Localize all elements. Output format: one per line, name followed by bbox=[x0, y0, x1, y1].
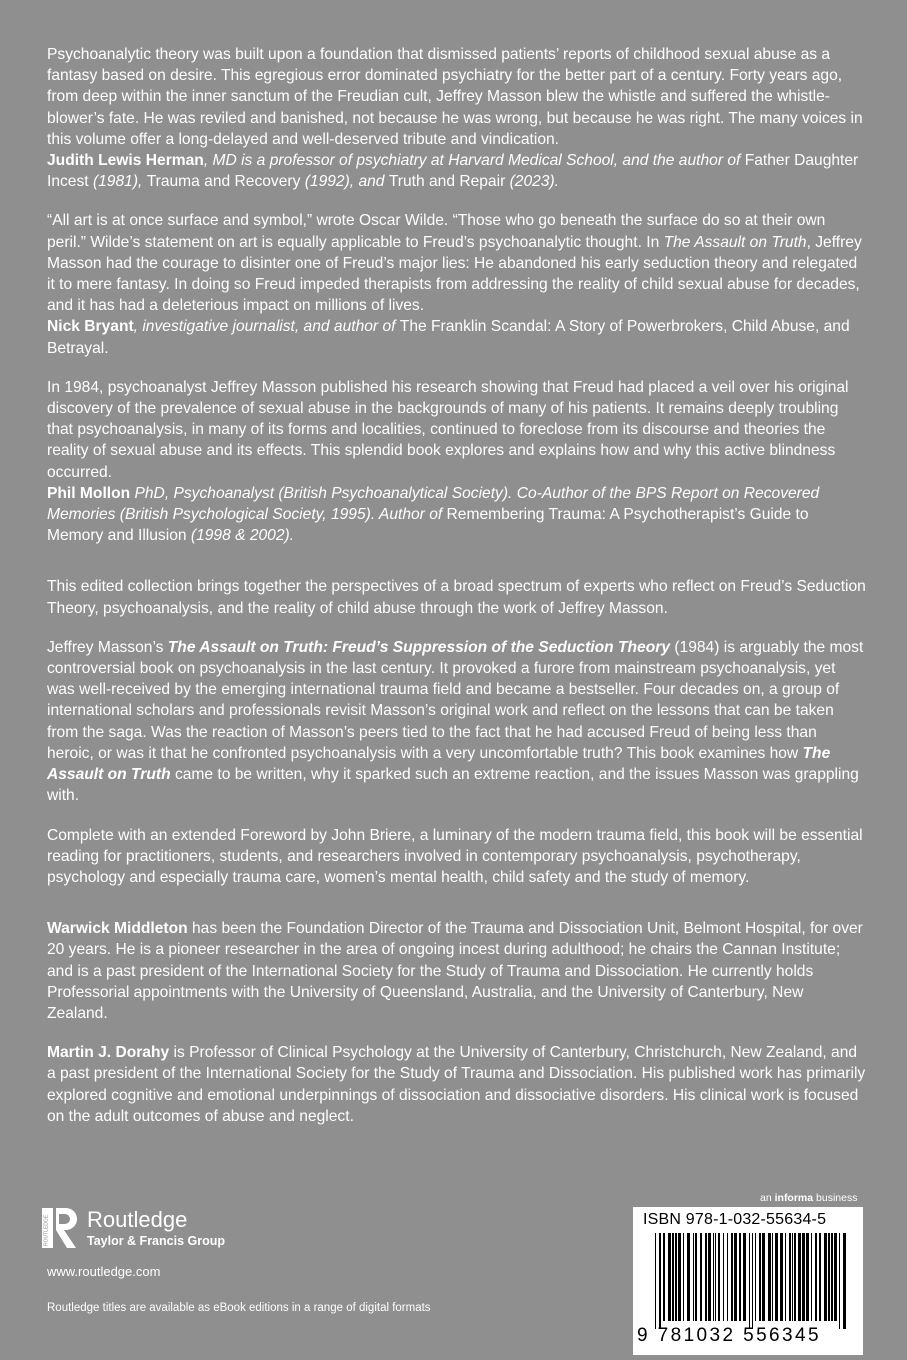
barcode-bar bbox=[678, 1233, 681, 1321]
barcode-bar bbox=[749, 1233, 750, 1329]
endorsement-attribution: Nick Bryant, investigative journalist, and author of The Franklin Scandal: A Story of Powerbrokers, Child Abuse, and Betrayal. bbox=[47, 318, 850, 357]
ebook-note: Routledge titles are available as eBook editions in a range of digital formats bbox=[47, 1302, 431, 1314]
barcode-bar bbox=[828, 1233, 830, 1321]
endorsement-attribution: Phil Mollon PhD, Psychoanalyst (British Psychoanalytical Society). Co-Author of the BPS Report on Recovered Memories (British Psychological Society, 1995). Author of Remembering Trauma: A Psychotherapist’s Guide to Memory and Illusion (1998 & 2002). bbox=[47, 484, 820, 545]
author-bio-middleton: Warwick Middleton has been the Foundation Director of the Trauma and Dissociation Unit, Belmont Hospital, for over 20 years. He is a pioneer researcher in the area of ongoing incest during adulthood; he chairs the Cannan Institute; and is a past president of the International Society for the Study of Trauma and Dissociation. He currently holds Professorial appointments with the University of Queensland, Australia, and the University of Canterbury, New Zealand. bbox=[47, 920, 863, 1022]
endorsement-quote: Psychoanalytic theory was built upon a foundation that dismissed patients’ reports of childhood sexual abuse as a fantasy based on desire. This egregious error dominated psychiatry for the better part of a century. Forty years ago, from deep within the inner sanctum of the Freudian cult, Jeffrey Masson blew the whistle and suffered the whistle-blower’s fate. He was reviled and banished, not because he was wrong, but because he was right. The many voices in this volume offer a long-delayed and well-deserved tribute and vindication. bbox=[47, 46, 863, 148]
routledge-r-logo-icon bbox=[40, 1206, 80, 1250]
endorsement-quote: In 1984, psychoanalyst Jeffrey Masson published his research showing that Freud had placed a veil over his original discovery of the prevalence of sexual abuse in the backgrounds of many of his patients. It remains deeply troubling that psychoanalysis, in many of its forms and localities, continued to foreclose from its discourse and theories the reality of sexual abuse and its effects. This splendid book explores and explains how and why this active blindness occurred. bbox=[47, 378, 849, 481]
barcode-bar bbox=[695, 1233, 697, 1321]
barcode-bar bbox=[739, 1233, 741, 1321]
barcode-digits: 9 781032 556345 bbox=[637, 1325, 821, 1346]
endorsement-quote: “All art is at once surface and symbol,” wrote Oscar Wilde. “Those who go beneath the surface do so at their own peril.” Wilde’s statement on art is equally applicable to Freud’s psychoanalytic thought. In The Assault on Truth, Jeffrey Masson had the courage to disinter one of Freud’s major lies: He abandoned his early seduction theory and relegated it to mere fantasy. In doing so Freud impeded therapists from addressing the reality of child sexual abuse for decades, and it has had a deleterious impact on millions of lives. bbox=[47, 212, 862, 315]
barcode-bar bbox=[815, 1233, 817, 1321]
back-cover-text bbox=[47, 44, 867, 1145]
barcode-bar bbox=[798, 1233, 801, 1321]
barcode-bar bbox=[675, 1233, 677, 1321]
barcode-bar bbox=[723, 1233, 724, 1321]
barcode-bar bbox=[718, 1233, 720, 1321]
barcode-bar bbox=[780, 1233, 783, 1321]
endorsement-mollon bbox=[47, 377, 867, 547]
publisher-group: Taylor & Francis Group bbox=[87, 1234, 225, 1248]
informa-business-tag: an informa business bbox=[760, 1192, 858, 1204]
barcode-bar bbox=[687, 1233, 690, 1321]
barcode-bar bbox=[731, 1233, 733, 1321]
barcode-bar bbox=[811, 1233, 812, 1321]
description-intro: This edited collection brings together the perspectives of a broad spectrum of experts who reflect on Freud’s Seduction Theory, psychoanalysis, and the reality of child abuse through the work of Jeffrey Masson. bbox=[47, 578, 866, 617]
barcode-bar bbox=[743, 1233, 746, 1321]
barcode-bar bbox=[752, 1233, 753, 1329]
barcode-bar bbox=[663, 1233, 665, 1321]
barcode-bar bbox=[824, 1233, 827, 1321]
barcode-bar bbox=[775, 1233, 778, 1321]
publisher-name: Routledge bbox=[87, 1207, 188, 1232]
barcode-bar bbox=[794, 1233, 796, 1321]
barcode-bar bbox=[839, 1233, 840, 1329]
barcode-bar bbox=[789, 1233, 791, 1321]
barcode-bar bbox=[708, 1233, 711, 1321]
barcode-bar bbox=[792, 1233, 793, 1321]
publisher-website[interactable]: www.routledge.com bbox=[47, 1264, 161, 1279]
svg-text:ROUTLEDGE: ROUTLEDGE bbox=[43, 1214, 50, 1246]
endorsement-bryant bbox=[47, 210, 867, 358]
barcode-bar bbox=[834, 1233, 837, 1321]
endorsement-herman bbox=[47, 44, 867, 192]
barcode-bar bbox=[768, 1233, 771, 1321]
barcode-bar bbox=[659, 1233, 661, 1329]
barcode-bar bbox=[843, 1233, 846, 1329]
barcode-bar bbox=[831, 1233, 833, 1321]
barcode-bar bbox=[772, 1233, 773, 1321]
barcode-bar bbox=[762, 1233, 765, 1321]
routledge-logo bbox=[40, 1206, 240, 1250]
barcode-bar bbox=[819, 1233, 821, 1321]
barcode-bar bbox=[683, 1233, 684, 1321]
barcode-bar bbox=[755, 1233, 756, 1321]
cover-footer bbox=[0, 1190, 907, 1360]
barcode-bar bbox=[727, 1233, 728, 1321]
isbn-label: ISBN 978-1-032-55634-5 bbox=[643, 1211, 827, 1228]
barcode-bar bbox=[655, 1233, 656, 1329]
barcode-bar bbox=[672, 1233, 674, 1321]
description-audience: Complete with an extended Foreword by John Briere, a luminary of the modern trauma field, this book will be essential reading for practitioners, students, and researchers involved in contemporary psychoanalysis, psychotherapy, psychology and especially trauma care, women’s mental health, child safety and the study of memory. bbox=[47, 826, 863, 886]
barcode-bars bbox=[653, 1233, 858, 1329]
description-body: Jeffrey Masson’s The Assault on Truth: Freud’s Suppression of the Seduction Theory (1984) is arguably the most controversial book on psychoanalysis in the last century. It provoked a furore from mainstream psychoanalysis, yet was well-received by the emerging international trauma field and became a bestseller. Four decades on, a group of international scholars and professionals revisit Masson’s original work and reflect on the lessons that can be taken from the saga. Was the reaction of Masson’s peers tied to the fact that he had accused Freud of being less than heroic, or was it that he confronted psychoanalysis with a very uncomfortable truth? This book examines how The Assault on Truth came to be written, why it sparked such an extreme reaction, and the issues Masson was grappling with. bbox=[47, 638, 864, 805]
barcode-bar bbox=[705, 1233, 707, 1321]
barcode-bar bbox=[715, 1233, 716, 1321]
barcode-bar bbox=[734, 1233, 737, 1321]
barcode-bar bbox=[759, 1233, 761, 1321]
barcode-bar bbox=[806, 1233, 809, 1321]
endorsement-attribution: Judith Lewis Herman, MD is a professor of psychiatry at Harvard Medical School, and the author of Father Daughter Incest (1981), Trauma and Recovery (1992), and Truth and Repair (2023). bbox=[47, 152, 859, 191]
barcode-bar bbox=[802, 1233, 805, 1321]
barcode-bar bbox=[713, 1233, 714, 1321]
author-bio-dorahy: Martin J. Dorahy is Professor of Clinical Psychology at the University of Canterbury, Christchurch, New Zealand, and a past president of the International Society for the Study of Trauma and Dissociation. His published work has primarily explored cognitive and emotional underpinnings of dissociation and dissociative disorders. His clinical work is focused on the adult outcomes of abuse and neglect. bbox=[47, 1044, 866, 1125]
barcode-bar bbox=[668, 1233, 671, 1321]
isbn-barcode bbox=[633, 1207, 863, 1355]
barcode-bar bbox=[785, 1233, 786, 1321]
barcode-bar bbox=[693, 1233, 694, 1321]
barcode-bar bbox=[700, 1233, 702, 1321]
